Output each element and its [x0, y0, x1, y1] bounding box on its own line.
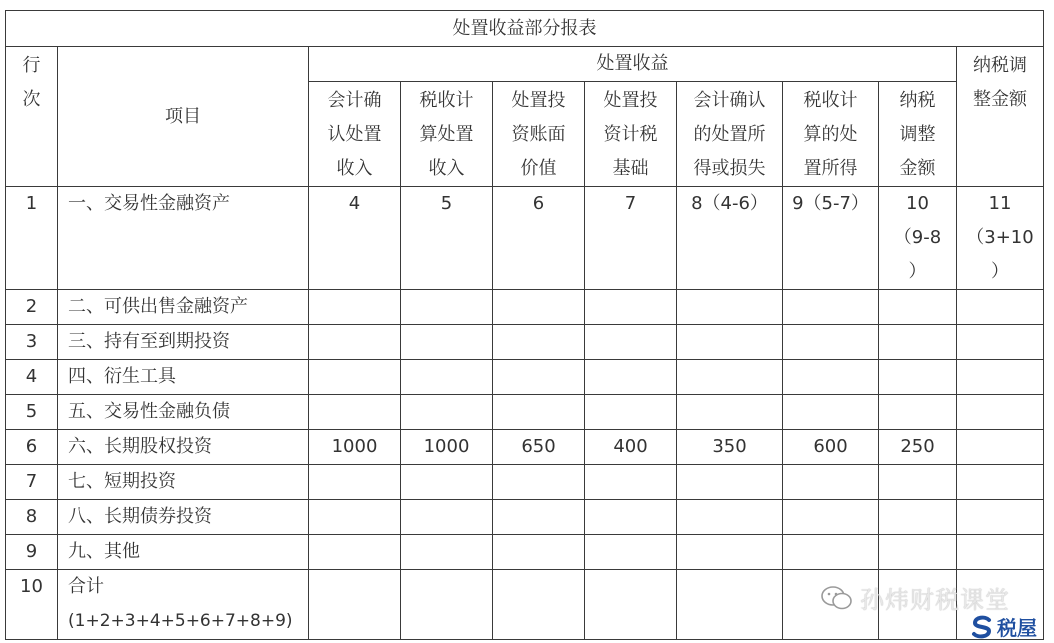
cell-value	[585, 500, 677, 535]
cell-value: 1000	[309, 430, 401, 465]
row-number: 5	[6, 395, 58, 430]
row-number: 1	[6, 187, 58, 290]
table-row	[6, 430, 1044, 465]
cell-value	[401, 465, 493, 500]
cell-value	[783, 535, 879, 570]
cell-value	[879, 500, 957, 535]
row-number: 9	[6, 535, 58, 570]
cell-value: 350	[677, 430, 783, 465]
cell-value	[493, 570, 585, 640]
cell-value: 7	[585, 187, 677, 290]
cell-value	[783, 500, 879, 535]
disposal-income-table	[5, 10, 1044, 640]
cell-value	[401, 360, 493, 395]
shuiwu-logo	[970, 612, 1037, 641]
cell-value	[957, 500, 1044, 535]
header-tax-adjusted-total: 纳税调 整金额	[957, 47, 1044, 187]
row-number: 7	[6, 465, 58, 500]
cell-value	[957, 360, 1044, 395]
cell-value: 250	[879, 430, 957, 465]
table-row	[6, 187, 1044, 290]
cell-value	[783, 395, 879, 430]
watermark-text: 孙炜财税课堂	[860, 586, 1010, 614]
cell-value	[677, 570, 783, 640]
cell-value	[309, 500, 401, 535]
sub-header-1: 会计确 认处置 收入	[309, 82, 401, 187]
cell-value	[957, 395, 1044, 430]
row-item: 八、长期债券投资	[58, 500, 309, 535]
table-row	[6, 500, 1044, 535]
cell-value	[677, 535, 783, 570]
cell-value: 600	[783, 430, 879, 465]
cell-value: 11 （3+10 ）	[957, 187, 1044, 290]
row-number: 8	[6, 500, 58, 535]
cell-value: 400	[585, 430, 677, 465]
cell-value	[309, 290, 401, 325]
table-row	[6, 395, 1044, 430]
row-item: 合计 (1+2+3+4+5+6+7+8+9)	[58, 570, 309, 640]
cell-value	[493, 535, 585, 570]
cell-value	[493, 360, 585, 395]
cell-value	[879, 465, 957, 500]
cell-value	[493, 465, 585, 500]
cell-value: 8（4-6）	[677, 187, 783, 290]
cell-value: 5	[401, 187, 493, 290]
cell-value	[309, 325, 401, 360]
cell-value	[401, 395, 493, 430]
cell-value	[879, 395, 957, 430]
cell-value	[401, 290, 493, 325]
cell-value	[493, 290, 585, 325]
cell-value	[879, 535, 957, 570]
table-row	[6, 465, 1044, 500]
cell-value: 1000	[401, 430, 493, 465]
sub-header-7: 纳税 调整 金额	[879, 82, 957, 187]
sub-header-4: 处置投 资计税 基础	[585, 82, 677, 187]
cell-value	[585, 395, 677, 430]
cell-value	[957, 290, 1044, 325]
row-item: 四、衍生工具	[58, 360, 309, 395]
cell-value	[401, 325, 493, 360]
cell-value	[677, 360, 783, 395]
cell-value	[309, 465, 401, 500]
row-item: 五、交易性金融负债	[58, 395, 309, 430]
row-item: 三、持有至到期投资	[58, 325, 309, 360]
row-item: 六、长期股权投资	[58, 430, 309, 465]
cell-value	[493, 395, 585, 430]
cell-value	[879, 325, 957, 360]
cell-value	[677, 465, 783, 500]
cell-value	[585, 360, 677, 395]
cell-value	[677, 325, 783, 360]
watermark	[820, 580, 1010, 615]
cell-value: 6	[493, 187, 585, 290]
shuiwu-logo-icon	[970, 615, 994, 639]
cell-value	[957, 535, 1044, 570]
cell-value	[783, 465, 879, 500]
cell-value	[493, 500, 585, 535]
cell-value	[957, 465, 1044, 500]
row-item: 九、其他	[58, 535, 309, 570]
cell-value	[401, 535, 493, 570]
cell-value: 650	[493, 430, 585, 465]
cell-value	[585, 465, 677, 500]
cell-value	[783, 290, 879, 325]
table-title: 处置收益部分报表	[6, 11, 1044, 47]
row-number: 3	[6, 325, 58, 360]
sub-header-5: 会计确认 的处置所 得或损失	[677, 82, 783, 187]
cell-value	[957, 325, 1044, 360]
row-number: 10	[6, 570, 58, 640]
row-item: 一、交易性金融资产	[58, 187, 309, 290]
cell-value	[401, 570, 493, 640]
row-number: 2	[6, 290, 58, 325]
header-line-no: 行 次	[6, 47, 58, 187]
cell-value	[309, 535, 401, 570]
sub-header-2: 税收计 算处置 收入	[401, 82, 493, 187]
table-row	[6, 290, 1044, 325]
row-item: 二、可供出售金融资产	[58, 290, 309, 325]
cell-value	[585, 325, 677, 360]
cell-value	[493, 325, 585, 360]
cell-value	[677, 290, 783, 325]
row-number: 6	[6, 430, 58, 465]
row-item: 七、短期投资	[58, 465, 309, 500]
cell-value	[309, 360, 401, 395]
cell-value	[677, 500, 783, 535]
cell-value	[783, 325, 879, 360]
cell-value	[309, 395, 401, 430]
cell-value	[585, 570, 677, 640]
table-row	[6, 535, 1044, 570]
cell-value	[879, 360, 957, 395]
cell-value	[585, 290, 677, 325]
sub-header-3: 处置投 资账面 价值	[493, 82, 585, 187]
header-item: 项目	[58, 47, 309, 187]
sub-header-6: 税收计 算的处 置所得	[783, 82, 879, 187]
header-disposal-income: 处置收益	[309, 47, 957, 82]
wechat-icon	[820, 584, 854, 612]
cell-value	[879, 290, 957, 325]
logo-text: 税屋	[997, 616, 1037, 640]
cell-value	[585, 535, 677, 570]
cell-value: 4	[309, 187, 401, 290]
cell-value	[957, 430, 1044, 465]
cell-value: 10 （9-8 ）	[879, 187, 957, 290]
row-number: 4	[6, 360, 58, 395]
cell-value	[677, 395, 783, 430]
table-row	[6, 325, 1044, 360]
table-row	[6, 360, 1044, 395]
cell-value	[401, 500, 493, 535]
cell-value	[783, 360, 879, 395]
cell-value	[309, 570, 401, 640]
cell-value: 9（5-7）	[783, 187, 879, 290]
